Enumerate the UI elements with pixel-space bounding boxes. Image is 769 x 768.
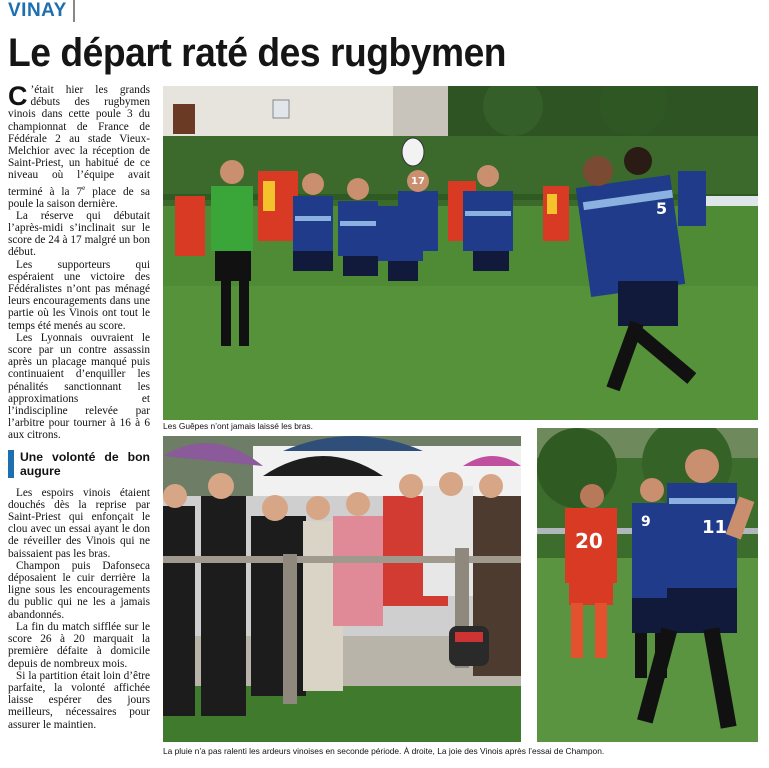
headline: Le départ raté des rugbymen [8,31,507,75]
rugby-match-illustration [163,86,758,420]
photo-rugby-match [163,86,758,420]
paragraph: Les Lyonnais ouvraient le score par un contre assassin après un placage manqué puis continuaient d’enquiller les pénalités sanctionnant les approximations et l’indiscipline relevée par l’arbitre pour tourner à 16 à 6 aux citrons. [8,331,150,442]
lead-text: ’était hier les grands débuts des rugbymen vinois dans cette poule 3 du championnat de France de Fédérale 2 au stade Vieux-Melchior avec la réception de Saint-Priest, un habitué de ce niveau où l’équipe avait terminé à la 7 [8,84,150,198]
paragraph: La réserve qui débutait l’après-midi s’inclinait sur le score de 24 à 17 malgré un bon début. [8,209,150,259]
jersey-number: 17 [411,176,425,187]
lead-text-end: place de sa poule la saison dernière. [8,185,150,210]
paragraph: Les supporteurs qui espéraient une victoire des Fédéralistes n’ont pas ménagé leurs encouragements dans une partie où les Vinois ont tout le temps été menés au score. [8,258,150,332]
subheading: Une volonté de bon augure [8,450,150,478]
jersey-number: 9 [641,514,651,530]
supporters-illustration [163,436,521,742]
lead-paragraph [8,81,150,210]
top-photo-caption: Les Guêpes n’ont jamais laissé les bras. [163,421,313,431]
paragraph: Les espoirs vinois étaient douchés dès la reprise par Saint-Priest qui enfonçait le clou avec un essai ayant le don de réveiller des Vinois qui ne baissaient pas les bras. [8,486,150,560]
paragraph: La fin du match sifflée sur le score 26 à 20 marquait la première défaite à domicile depuis de nombreux mois. [8,620,150,670]
photo-supporters [163,436,521,742]
lead-superscript: e [82,183,86,192]
paragraph: Si la partition était loin d’être parfaite, la volonté affichée laisse espérer des jours meilleurs, nécessaires pour assurer le maintien. [8,669,150,731]
celebration-illustration [537,428,758,742]
drop-cap: C [8,81,28,111]
jersey-number: 11 [702,517,728,538]
section-tag: VINAY [8,0,75,22]
paragraph: Champon puis Dafonseca déposaient le cuir derrière la ligne sous les encouragements du public qui ne les a jamais abandonnés. [8,559,150,621]
bottom-photo-caption: La pluie n’a pas ralenti les ardeurs vinoises en seconde période. À droite, La joie des Vinois après l’essai de Champon. [163,746,605,756]
jersey-number: 5 [656,199,668,218]
article-column [8,81,150,731]
jersey-number: 20 [575,529,603,553]
photo-celebration [537,428,758,742]
